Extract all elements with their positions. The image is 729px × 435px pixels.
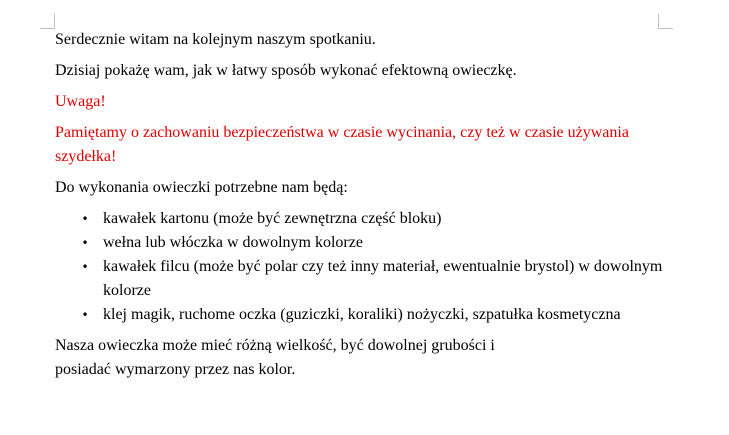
bullet-icon: • <box>81 212 89 226</box>
list-item <box>81 255 667 303</box>
list-item <box>81 207 667 231</box>
list-item <box>81 303 667 327</box>
materials-heading: Do wykonania owieczki potrzebne nam będą: <box>55 179 348 196</box>
list-item-text: kawałek filcu (może być polar czy też inny materiał, ewentualnie brystol) w dowolnym kolorze <box>103 258 663 299</box>
list-item <box>81 231 667 255</box>
list-item-text: kawałek kartonu (może być zewnętrzna część bloku) <box>103 210 442 227</box>
bullet-icon: • <box>81 236 89 250</box>
top-right-margin-marker <box>658 14 673 29</box>
bullet-icon: • <box>81 308 89 322</box>
warning-paragraph: Pamiętamy o zachowaniu bezpieczeństwa w czasie wycinania, czy też w czasie używania szydełka! <box>55 124 629 165</box>
greeting-paragraph: Serdecznie witam na kolejnym naszym spotkaniu. <box>55 31 376 48</box>
list-item-text: klej magik, ruchome oczka (guziczki, koraliki) nożyczki, szpatułka kosmetyczna <box>103 306 621 323</box>
closing-line-1: Nasza owieczka może mieć różną wielkość, być dowolnej grubości i <box>55 337 495 354</box>
top-left-margin-marker <box>40 14 55 29</box>
closing-line-2: posiadać wymarzony przez nas kolor. <box>55 361 296 378</box>
bullet-icon: • <box>81 260 89 274</box>
closing-paragraph <box>55 334 667 382</box>
materials-list <box>55 207 667 327</box>
intro-paragraph: Dzisiaj pokażę wam, jak w łatwy sposób wykonać efektowną owieczkę. <box>55 62 517 79</box>
document-body[interactable] <box>55 28 667 389</box>
warning-title: Uwaga! <box>55 93 106 110</box>
list-item-text: wełna lub włóczka w dowolnym kolorze <box>103 234 363 251</box>
